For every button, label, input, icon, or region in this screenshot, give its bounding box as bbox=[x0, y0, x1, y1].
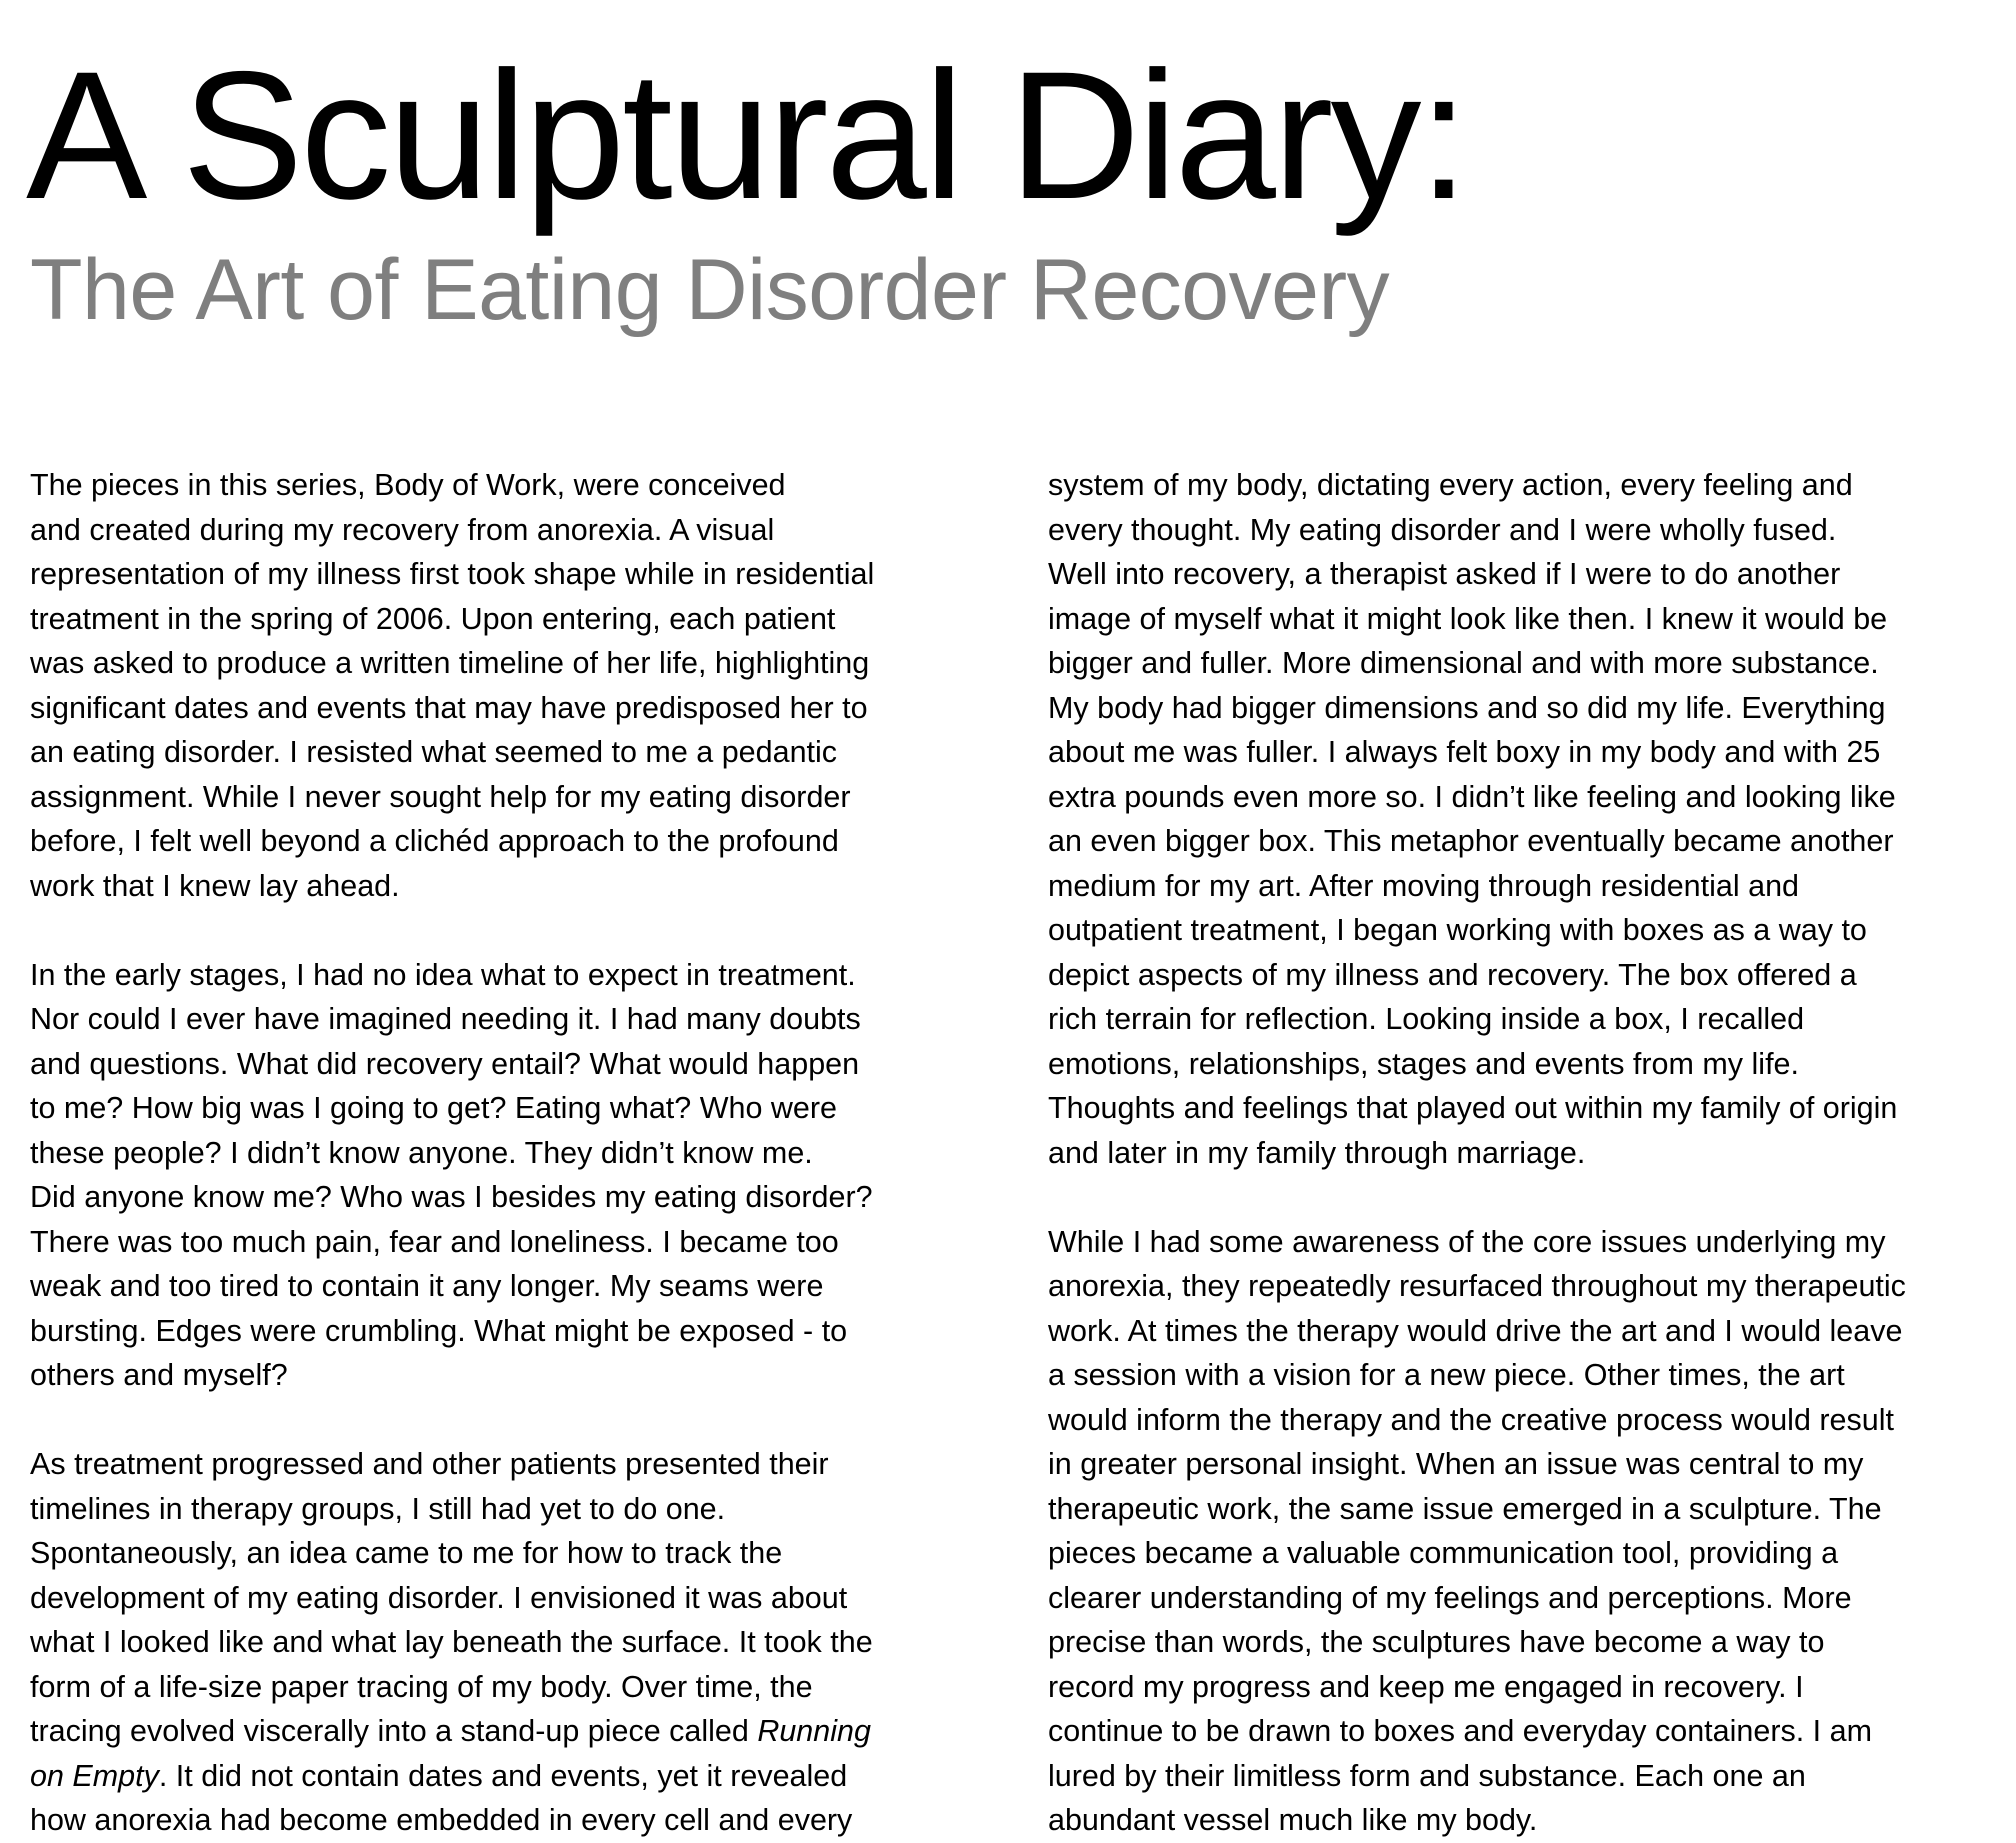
text-line: precise than words, the sculptures have become a way to bbox=[1048, 1625, 1825, 1659]
document-title: A Sculptural Diary: bbox=[26, 33, 1467, 237]
text-line: timelines in therapy groups, I still had yet to do one. bbox=[30, 1491, 726, 1526]
text-line: As treatment progressed and other patients presented their bbox=[30, 1447, 829, 1481]
text-line: work that I knew lay ahead. bbox=[30, 868, 400, 903]
text-line: emotions, relationships, stages and events from my life. bbox=[1048, 1046, 1799, 1081]
text-line: and later in my family through marriage. bbox=[1048, 1135, 1586, 1170]
text-line: bursting. Edges were crumbling. What might be exposed - to bbox=[30, 1313, 848, 1348]
text-line: lured by their limitless form and substance. Each one an bbox=[1048, 1758, 1806, 1793]
text-line: weak and too tired to contain it any longer. My seams were bbox=[30, 1269, 824, 1303]
text-line: before, I felt well beyond a clichéd approach to the profound bbox=[30, 824, 839, 858]
text-line: and created during my recovery from anorexia. A visual bbox=[30, 512, 775, 547]
left-text-column bbox=[30, 463, 1010, 1843]
right-text-column bbox=[1048, 463, 2008, 1843]
text-line: Thoughts and feelings that played out within my family of origin bbox=[1048, 1091, 1898, 1125]
artwork-title: Running bbox=[757, 1714, 871, 1748]
text-line: While I had some awareness of the core issues underlying my bbox=[1048, 1224, 1886, 1259]
text-line: how anorexia had become embedded in every cell and every bbox=[30, 1803, 853, 1837]
text-line: significant dates and events that may have predisposed her to bbox=[30, 690, 868, 725]
text-line: in greater personal insight. When an issue was central to my bbox=[1048, 1447, 1864, 1481]
text-line: rich terrain for reflection. Looking inside a box, I recalled bbox=[1048, 1002, 1805, 1036]
text-line: pieces became a valuable communication tool, providing a bbox=[1048, 1536, 1839, 1570]
text-line bbox=[30, 1754, 1010, 1799]
text-line: treatment in the spring of 2006. Upon entering, each patient bbox=[30, 601, 836, 636]
text-line: There was too much pain, fear and loneliness. I became too bbox=[30, 1224, 839, 1259]
text-line: would inform the therapy and the creative process would result bbox=[1048, 1402, 1894, 1437]
text-line: My body had bigger dimensions and so did my life. Everything bbox=[1048, 690, 1886, 725]
text-line: assignment. While I never sought help for my eating disorder bbox=[30, 779, 851, 814]
text-line: The pieces in this series, Body of Work, were conceived bbox=[30, 468, 786, 502]
text-line: about me was fuller. I always felt boxy in my body and with 25 bbox=[1048, 735, 1881, 769]
text-line: anorexia, they repeatedly resurfaced throughout my therapeutic bbox=[1048, 1269, 1906, 1303]
text-line: every thought. My eating disorder and I were wholly fused. bbox=[1048, 512, 1837, 547]
text-line: record my progress and keep me engaged in recovery. I bbox=[1048, 1669, 1804, 1704]
text-line: bigger and fuller. More dimensional and with more substance. bbox=[1048, 646, 1879, 680]
text-line: outpatient treatment, I began working with boxes as a way to bbox=[1048, 913, 1867, 947]
text-line: Nor could I ever have imagined needing it. I had many doubts bbox=[30, 1002, 861, 1036]
text-line: what I looked like and what lay beneath the surface. It took the bbox=[30, 1625, 873, 1659]
text-line: and questions. What did recovery entail? What would happen bbox=[30, 1046, 860, 1081]
text-line: therapeutic work, the same issue emerged in a sculpture. The bbox=[1048, 1491, 1882, 1526]
text-line: development of my eating disorder. I envisioned it was about bbox=[30, 1580, 848, 1615]
text-line: form of a life-size paper tracing of my body. Over time, the bbox=[30, 1669, 813, 1704]
text-line: depict aspects of my illness and recovery. The box offered a bbox=[1048, 957, 1857, 992]
text-line: a session with a vision for a new piece. Other times, the art bbox=[1048, 1358, 1845, 1392]
text-line: medium for my art. After moving through residential and bbox=[1048, 868, 1799, 903]
text-line: to me? How big was I going to get? Eating what? Who were bbox=[30, 1091, 837, 1125]
text-line: In the early stages, I had no idea what to expect in treatment. bbox=[30, 957, 856, 992]
text-line: Spontaneously, an idea came to me for how to track the bbox=[30, 1536, 783, 1570]
artwork-title: on Empty bbox=[30, 1758, 159, 1793]
paragraph-break bbox=[30, 1398, 1010, 1443]
text-line: these people? I didn’t know anyone. They didn’t know me. bbox=[30, 1135, 813, 1170]
text-line: image of myself what it might look like then. I knew it would be bbox=[1048, 601, 1888, 636]
text-line: system of my body, dictating every action, every feeling and bbox=[1048, 468, 1853, 502]
paragraph-break bbox=[30, 908, 1010, 953]
text-line bbox=[30, 1709, 1010, 1754]
text-line: abundant vessel much like my body. bbox=[1048, 1803, 1538, 1837]
text-line: Well into recovery, a therapist asked if I were to do another bbox=[1048, 557, 1841, 591]
text-line: an eating disorder. I resisted what seemed to me a pedantic bbox=[30, 735, 838, 769]
text-line: others and myself? bbox=[30, 1358, 288, 1392]
paragraph-break bbox=[1048, 1175, 2008, 1220]
text-segment: . It did not contain dates and events, yet it revealed bbox=[158, 1758, 848, 1793]
text-line: was asked to produce a written timeline of her life, highlighting bbox=[30, 646, 870, 680]
text-line: extra pounds even more so. I didn’t like feeling and looking like bbox=[1048, 779, 1896, 814]
text-line: work. At times the therapy would drive the art and I would leave bbox=[1048, 1313, 1903, 1348]
text-line: continue to be drawn to boxes and everyday containers. I am bbox=[1048, 1714, 1872, 1748]
text-segment: tracing evolved viscerally into a stand-up piece called bbox=[30, 1714, 758, 1748]
document-subtitle: The Art of Eating Disorder Recovery bbox=[30, 242, 1390, 338]
text-line: representation of my illness first took shape while in residential bbox=[30, 557, 875, 591]
text-line: an even bigger box. This metaphor eventually became another bbox=[1048, 824, 1894, 858]
text-line: Did anyone know me? Who was I besides my eating disorder? bbox=[30, 1180, 873, 1214]
text-line: clearer understanding of my feelings and perceptions. More bbox=[1048, 1580, 1852, 1615]
